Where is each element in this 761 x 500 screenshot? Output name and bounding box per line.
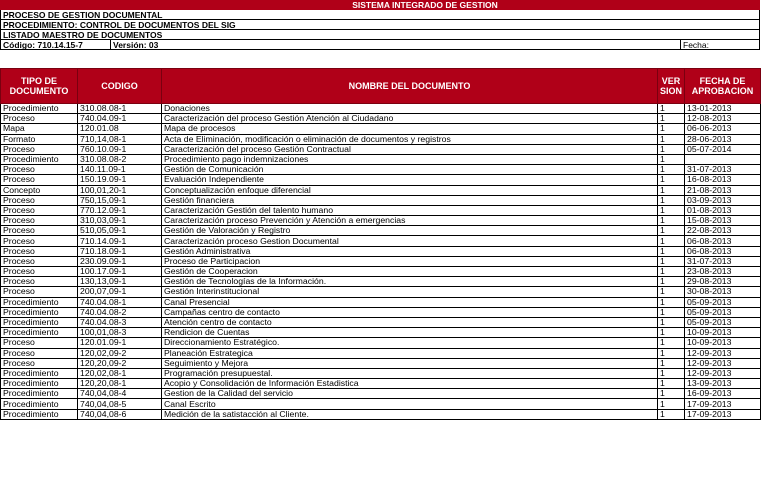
cell-tipo[interactable]: Proceso: [1, 144, 78, 154]
cell-nombre[interactable]: Donaciones: [162, 104, 658, 114]
cell-fecha[interactable]: 12-09-2013: [685, 368, 761, 378]
table-row[interactable]: [1, 165, 761, 175]
cell-fecha[interactable]: 06-06-2013: [685, 124, 761, 134]
cell-version[interactable]: 1: [658, 124, 685, 134]
cell-tipo[interactable]: Proceso: [1, 287, 78, 297]
code-version-row: [0, 40, 760, 50]
cell-codigo[interactable]: 100,01,08-3: [78, 328, 162, 338]
cell-nombre[interactable]: Campañas centro de contacto: [162, 307, 658, 317]
column-header-tipo[interactable]: TIPO DE DOCUMENTO: [1, 69, 78, 104]
cell-tipo[interactable]: Proceso: [1, 277, 78, 287]
cell-version[interactable]: 1: [658, 104, 685, 114]
cell-codigo[interactable]: 740,04,08-4: [78, 389, 162, 399]
cell-version[interactable]: 1: [658, 175, 685, 185]
cell-nombre[interactable]: Medición de la satistacción al Cliente.: [162, 409, 658, 419]
cell-codigo[interactable]: 120.01.08: [78, 124, 162, 134]
cell-version[interactable]: 1: [658, 134, 685, 144]
table-row[interactable]: [1, 317, 761, 327]
cell-fecha[interactable]: 12-09-2013: [685, 348, 761, 358]
documents-table: [0, 68, 761, 420]
table-row[interactable]: [1, 114, 761, 124]
cell-codigo[interactable]: 710.14.09-1: [78, 236, 162, 246]
cell-nombre[interactable]: Gestion de la Calidad del servicio: [162, 389, 658, 399]
cell-nombre[interactable]: Direccionamiento Estratégico.: [162, 338, 658, 348]
table-row[interactable]: [1, 144, 761, 154]
cell-codigo[interactable]: 750,15,09-1: [78, 195, 162, 205]
table-row[interactable]: [1, 134, 761, 144]
cell-nombre[interactable]: Proceso de Participacion: [162, 256, 658, 266]
table-row[interactable]: [1, 368, 761, 378]
cell-nombre[interactable]: Evaluación Independiente: [162, 175, 658, 185]
table-row[interactable]: [1, 226, 761, 236]
cell-tipo[interactable]: Proceso: [1, 165, 78, 175]
cell-version[interactable]: 1: [658, 236, 685, 246]
cell-codigo[interactable]: 710,14,08-1: [78, 134, 162, 144]
table-row[interactable]: [1, 348, 761, 358]
cell-version[interactable]: 1: [658, 205, 685, 215]
cell-nombre[interactable]: Planeación Estrategica: [162, 348, 658, 358]
cell-fecha[interactable]: 05-07-2014: [685, 144, 761, 154]
cell-tipo[interactable]: Proceso: [1, 114, 78, 124]
cell-fecha[interactable]: 17-09-2013: [685, 399, 761, 409]
cell-tipo[interactable]: Mapa: [1, 124, 78, 134]
cell-nombre[interactable]: Caracterización del proceso Gestión Atención al Ciudadano: [162, 114, 658, 124]
cell-nombre[interactable]: Acopio y Consolidación de Información Estadistica: [162, 379, 658, 389]
cell-tipo[interactable]: Procedimiento: [1, 328, 78, 338]
cell-codigo[interactable]: 230.09.09-1: [78, 256, 162, 266]
cell-nombre[interactable]: Gestión de Valoración y Registro: [162, 226, 658, 236]
cell-tipo[interactable]: Procedimiento: [1, 297, 78, 307]
cell-fecha[interactable]: 10-09-2013: [685, 328, 761, 338]
cell-nombre[interactable]: Caracterización proceso Prevención y Atención a emergencias: [162, 216, 658, 226]
cell-version[interactable]: 1: [658, 277, 685, 287]
cell-nombre[interactable]: Rendicion de Cuentas: [162, 328, 658, 338]
cell-codigo[interactable]: 200,07,09-1: [78, 287, 162, 297]
cell-tipo[interactable]: Proceso: [1, 256, 78, 266]
cell-codigo[interactable]: 740,04,08-6: [78, 409, 162, 419]
cell-nombre[interactable]: Atención centro de contacto: [162, 317, 658, 327]
cell-fecha[interactable]: 31-07-2013: [685, 165, 761, 175]
cell-tipo[interactable]: Concepto: [1, 185, 78, 195]
cell-fecha[interactable]: 30-08-2013: [685, 287, 761, 297]
cell-codigo[interactable]: 310.08.08-1: [78, 104, 162, 114]
cell-version[interactable]: 1: [658, 144, 685, 154]
table-row[interactable]: [1, 195, 761, 205]
cell-version[interactable]: 1: [658, 226, 685, 236]
list-title-row: LISTADO MAESTRO DE DOCUMENTOS: [0, 30, 760, 40]
column-header-fecha[interactable]: FECHA DE APROBACION: [685, 69, 761, 104]
cell-version[interactable]: 1: [658, 358, 685, 368]
cell-fecha[interactable]: 10-09-2013: [685, 338, 761, 348]
cell-version[interactable]: 1: [658, 368, 685, 378]
cell-fecha[interactable]: 17-09-2013: [685, 409, 761, 419]
cell-nombre[interactable]: Gestión financiera: [162, 195, 658, 205]
cell-codigo[interactable]: 310.08.08-2: [78, 154, 162, 164]
cell-codigo[interactable]: 740.04.08-3: [78, 317, 162, 327]
cell-fecha[interactable]: 01-08-2013: [685, 205, 761, 215]
table-row[interactable]: [1, 358, 761, 368]
cell-tipo[interactable]: Proceso: [1, 226, 78, 236]
cell-version[interactable]: 1: [658, 185, 685, 195]
cell-tipo[interactable]: Proceso: [1, 358, 78, 368]
cell-version[interactable]: 1: [658, 399, 685, 409]
cell-codigo[interactable]: 770.12.09-1: [78, 205, 162, 215]
cell-tipo[interactable]: Procedimiento: [1, 409, 78, 419]
cell-fecha[interactable]: 12-08-2013: [685, 114, 761, 124]
cell-version[interactable]: 1: [658, 389, 685, 399]
cell-tipo[interactable]: Procedimiento: [1, 104, 78, 114]
cell-nombre[interactable]: Conceptualización enfoque diferencial: [162, 185, 658, 195]
cell-tipo[interactable]: Proceso: [1, 175, 78, 185]
cell-version[interactable]: 1: [658, 216, 685, 226]
cell-nombre[interactable]: Gestión Administrativa: [162, 246, 658, 256]
cell-codigo[interactable]: 100.17.09-1: [78, 267, 162, 277]
cell-fecha[interactable]: 03-09-2013: [685, 195, 761, 205]
cell-tipo[interactable]: Proceso: [1, 338, 78, 348]
cell-version[interactable]: 1: [658, 195, 685, 205]
cell-version[interactable]: 1: [658, 256, 685, 266]
cell-version[interactable]: 1: [658, 409, 685, 419]
cell-codigo[interactable]: 150.19.09-1: [78, 175, 162, 185]
version-label: Versión: 03: [111, 40, 681, 49]
cell-codigo[interactable]: 120,20,09-2: [78, 358, 162, 368]
table-row[interactable]: [1, 154, 761, 164]
cell-nombre[interactable]: Gestión de Tecnologías de la Información.: [162, 277, 658, 287]
cell-version[interactable]: 1: [658, 379, 685, 389]
cell-fecha[interactable]: 05-09-2013: [685, 307, 761, 317]
cell-nombre[interactable]: Acta de Eliminación, modificación o eliminación de documentos y registros: [162, 134, 658, 144]
cell-version[interactable]: 1: [658, 165, 685, 175]
table-row[interactable]: [1, 389, 761, 399]
cell-nombre[interactable]: Seguimiento y Mejora: [162, 358, 658, 368]
cell-version[interactable]: 1: [658, 267, 685, 277]
system-title: SISTEMA INTEGRADO DE GESTION: [352, 0, 498, 10]
table-row[interactable]: [1, 399, 761, 409]
system-title-bar: [0, 0, 760, 10]
cell-tipo[interactable]: Formato: [1, 134, 78, 144]
cell-fecha[interactable]: 12-09-2013: [685, 358, 761, 368]
cell-version[interactable]: 1: [658, 338, 685, 348]
table-row[interactable]: [1, 338, 761, 348]
table-row[interactable]: [1, 205, 761, 215]
cell-tipo[interactable]: Procedimiento: [1, 154, 78, 164]
cell-version[interactable]: 1: [658, 317, 685, 327]
table-row[interactable]: [1, 216, 761, 226]
cell-fecha[interactable]: 23-08-2013: [685, 267, 761, 277]
cell-tipo[interactable]: Proceso: [1, 236, 78, 246]
table-row[interactable]: [1, 328, 761, 338]
cell-codigo[interactable]: 510,05,09-1: [78, 226, 162, 236]
cell-tipo[interactable]: Procedimiento: [1, 307, 78, 317]
procedure-row: PROCEDIMIENTO: CONTROL DE DOCUMENTOS DEL SIG: [0, 20, 760, 30]
cell-nombre[interactable]: Mapa de procesos: [162, 124, 658, 134]
cell-codigo[interactable]: 130,13,09-1: [78, 277, 162, 287]
cell-nombre[interactable]: Procedimiento pago indemnizaciones: [162, 154, 658, 164]
table-row[interactable]: [1, 246, 761, 256]
cell-codigo[interactable]: 120.01.09-1: [78, 338, 162, 348]
cell-codigo[interactable]: 740.04.08-2: [78, 307, 162, 317]
cell-version[interactable]: 1: [658, 348, 685, 358]
cell-tipo[interactable]: Proceso: [1, 216, 78, 226]
cell-nombre[interactable]: Gestión de Comunicación: [162, 165, 658, 175]
cell-fecha[interactable]: 13-09-2013: [685, 379, 761, 389]
fecha-label: Fecha:: [683, 40, 709, 50]
cell-fecha[interactable]: 05-09-2013: [685, 317, 761, 327]
cell-codigo[interactable]: 740.04.09-1: [78, 114, 162, 124]
cell-fecha[interactable]: 06-08-2013: [685, 246, 761, 256]
cell-version[interactable]: 1: [658, 307, 685, 317]
cell-tipo[interactable]: Procedimiento: [1, 379, 78, 389]
table-row[interactable]: [1, 267, 761, 277]
cell-fecha[interactable]: 31-07-2013: [685, 256, 761, 266]
cell-codigo[interactable]: 740.04.08-1: [78, 297, 162, 307]
cell-tipo[interactable]: Procedimiento: [1, 399, 78, 409]
cell-fecha[interactable]: 22-08-2013: [685, 226, 761, 236]
table-row[interactable]: [1, 409, 761, 419]
cell-nombre[interactable]: Caracterización proceso Gestion Documental: [162, 236, 658, 246]
cell-codigo[interactable]: 710.18.09-1: [78, 246, 162, 256]
cell-nombre[interactable]: Programación presupuestal.: [162, 368, 658, 378]
cell-codigo[interactable]: 120,20,08-1: [78, 379, 162, 389]
table-body: [1, 104, 761, 420]
code-label: Código: 710.14.15-7: [1, 40, 111, 49]
cell-codigo[interactable]: 120,02,09-2: [78, 348, 162, 358]
cell-nombre[interactable]: Gestión de Cooperacion: [162, 267, 658, 277]
cell-codigo[interactable]: 100,01,20-1: [78, 185, 162, 195]
cell-version[interactable]: 1: [658, 297, 685, 307]
cell-fecha[interactable]: 13-01-2013: [685, 104, 761, 114]
column-header-version[interactable]: VER SION: [658, 69, 685, 104]
cell-version[interactable]: 1: [658, 114, 685, 124]
cell-fecha[interactable]: 28-06-2013: [685, 134, 761, 144]
cell-tipo[interactable]: Procedimiento: [1, 317, 78, 327]
column-header-nombre[interactable]: NOMBRE DEL DOCUMENTO: [162, 69, 658, 104]
cell-fecha[interactable]: [685, 154, 761, 164]
table-row[interactable]: [1, 307, 761, 317]
cell-tipo[interactable]: Proceso: [1, 267, 78, 277]
cell-tipo[interactable]: Proceso: [1, 348, 78, 358]
cell-tipo[interactable]: Procedimiento: [1, 368, 78, 378]
table-row[interactable]: [1, 104, 761, 114]
table-row[interactable]: [1, 185, 761, 195]
cell-fecha[interactable]: 05-09-2013: [685, 297, 761, 307]
cell-codigo[interactable]: 140.11.09-1: [78, 165, 162, 175]
cell-nombre[interactable]: Canal Presencial: [162, 297, 658, 307]
cell-fecha[interactable]: 21-08-2013: [685, 185, 761, 195]
cell-fecha[interactable]: 15-08-2013: [685, 216, 761, 226]
cell-nombre[interactable]: Gestión Interinstitucional: [162, 287, 658, 297]
cell-codigo[interactable]: 760.10.09-1: [78, 144, 162, 154]
cell-version[interactable]: 1: [658, 328, 685, 338]
table-row[interactable]: [1, 175, 761, 185]
cell-tipo[interactable]: Proceso: [1, 246, 78, 256]
cell-fecha[interactable]: 06-08-2013: [685, 236, 761, 246]
cell-nombre[interactable]: Caracterización Gestión del talento humano: [162, 205, 658, 215]
cell-codigo[interactable]: 740,04,08-5: [78, 399, 162, 409]
cell-version[interactable]: 1: [658, 287, 685, 297]
cell-fecha[interactable]: 16-09-2013: [685, 389, 761, 399]
table-row[interactable]: [1, 297, 761, 307]
cell-fecha[interactable]: 16-08-2013: [685, 175, 761, 185]
table-row[interactable]: [1, 379, 761, 389]
cell-nombre[interactable]: Caracterización del proceso Gestión Contractual: [162, 144, 658, 154]
table-row[interactable]: [1, 277, 761, 287]
column-header-codigo[interactable]: CODIGO: [78, 69, 162, 104]
cell-version[interactable]: 1: [658, 154, 685, 164]
cell-fecha[interactable]: 29-08-2013: [685, 277, 761, 287]
table-row[interactable]: [1, 256, 761, 266]
process-row: PROCESO DE GESTION DOCUMENTAL: [0, 10, 760, 20]
cell-version[interactable]: 1: [658, 246, 685, 256]
table-row[interactable]: [1, 124, 761, 134]
cell-codigo[interactable]: 310,03,09-1: [78, 216, 162, 226]
cell-tipo[interactable]: Procedimiento: [1, 389, 78, 399]
cell-nombre[interactable]: Canal Escrito: [162, 399, 658, 409]
cell-tipo[interactable]: Proceso: [1, 205, 78, 215]
table-row[interactable]: [1, 236, 761, 246]
cell-codigo[interactable]: 120,02,08-1: [78, 368, 162, 378]
table-header-row: [1, 69, 761, 104]
table-row[interactable]: [1, 287, 761, 297]
cell-tipo[interactable]: Proceso: [1, 195, 78, 205]
